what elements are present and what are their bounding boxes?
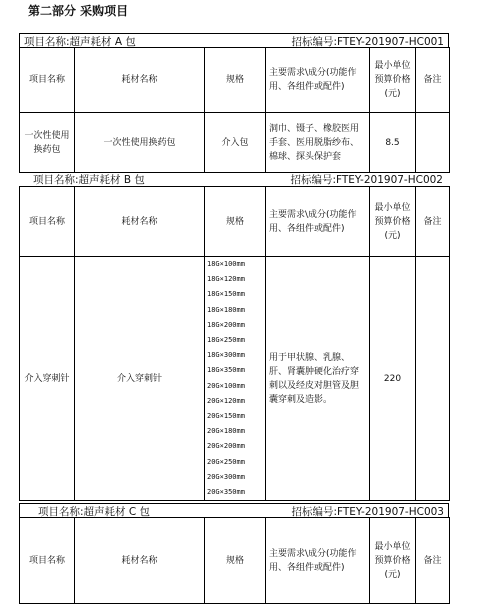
spec-item: 18G×100mm [207, 260, 245, 268]
col-price: 最小单位预算价格(元) [370, 187, 416, 257]
package-b-header [19, 172, 447, 186]
col-spec: 规格 [205, 187, 266, 257]
col-desc: 主要需求\成分(功能作用、各组件或配件) [266, 48, 370, 113]
col-project: 项目名称 [20, 187, 75, 257]
col-note: 备注 [416, 518, 450, 604]
cell-desc: 用于甲状腺、乳腺、肝、肾囊肿硬化治疗穿刺以及经皮对胆管及胆囊穿刺及造影。 [266, 257, 370, 501]
spec-item: 20G×150mm [207, 412, 245, 421]
table-row [20, 257, 450, 501]
package-c-header [19, 503, 449, 518]
spec-item: 18G×300mm [207, 351, 245, 360]
cell-spec: 介入包 [205, 113, 266, 173]
cell-price: 8.5 [370, 113, 416, 173]
spec-item: 18G×180mm [207, 305, 245, 314]
col-note: 备注 [416, 48, 450, 113]
cell-desc: 洞巾、镊子、橡胶医用手套、医用脱脂纱布、棉球、探头保护套 [266, 113, 370, 173]
cell-item: 一次性使用换药包 [75, 113, 205, 173]
col-item: 耗材名称 [75, 48, 205, 113]
cell-item: 介入穿刺针 [75, 257, 205, 501]
spec-item: 18G×200mm [207, 320, 245, 329]
package-c-name: 项目名称:超声耗材 C 包 [38, 506, 151, 518]
package-b-name: 项目名称:超声耗材 B 包 [33, 174, 145, 186]
table-row [20, 113, 450, 173]
header-row [20, 518, 450, 604]
col-spec: 规格 [205, 518, 266, 604]
col-note: 备注 [416, 187, 450, 257]
col-desc: 主要需求\成分(功能作用、各组件或配件) [266, 187, 370, 257]
cell-project: 一次性使用换药包 [20, 113, 75, 173]
col-project: 项目名称 [20, 48, 75, 113]
col-item: 耗材名称 [75, 518, 205, 604]
col-desc: 主要需求\成分(功能作用、各组件或配件) [266, 518, 370, 604]
col-price: 最小单位预算价格(元) [370, 48, 416, 113]
spec-item: 20G×180mm [207, 427, 245, 436]
package-c-table [19, 517, 450, 604]
header-row [20, 48, 450, 113]
package-b-code: 招标编号:FTEY-201907-HC002 [290, 174, 443, 186]
header-row [20, 187, 450, 257]
spec-item: 20G×300mm [207, 472, 245, 481]
spec-item: 18G×350mm [207, 366, 245, 375]
spec-item: 18G×120mm [207, 275, 245, 284]
package-c-code: 招标编号:FTEY-201907-HC003 [291, 506, 444, 518]
col-price: 最小单位预算价格(元) [370, 518, 416, 604]
col-item: 耗材名称 [75, 187, 205, 257]
part-title: 第二部分 采购项目 [28, 4, 129, 18]
spec-item: 20G×100mm [207, 381, 245, 390]
package-a-header [19, 33, 449, 48]
col-project: 项目名称 [20, 518, 75, 604]
spec-item: 20G×120mm [207, 396, 245, 405]
cell-price: 220 [370, 257, 416, 501]
package-a-name: 项目名称:超声耗材 A 包 [24, 36, 136, 48]
spec-item: 20G×200mm [207, 442, 245, 451]
package-b-table [19, 186, 450, 501]
package-a-code: 招标编号:FTEY-201907-HC001 [291, 36, 444, 48]
spec-item: 18G×150mm [207, 290, 245, 299]
spec-item: 18G×250mm [207, 336, 245, 345]
cell-project: 介入穿刺针 [20, 257, 75, 501]
spec-item: 20G×350mm [207, 488, 245, 497]
cell-note [416, 257, 450, 501]
col-spec: 规格 [205, 48, 266, 113]
spec-list [205, 257, 265, 500]
cell-note [416, 113, 450, 173]
spec-item: 20G×250mm [207, 457, 245, 466]
package-a-table [19, 47, 450, 173]
